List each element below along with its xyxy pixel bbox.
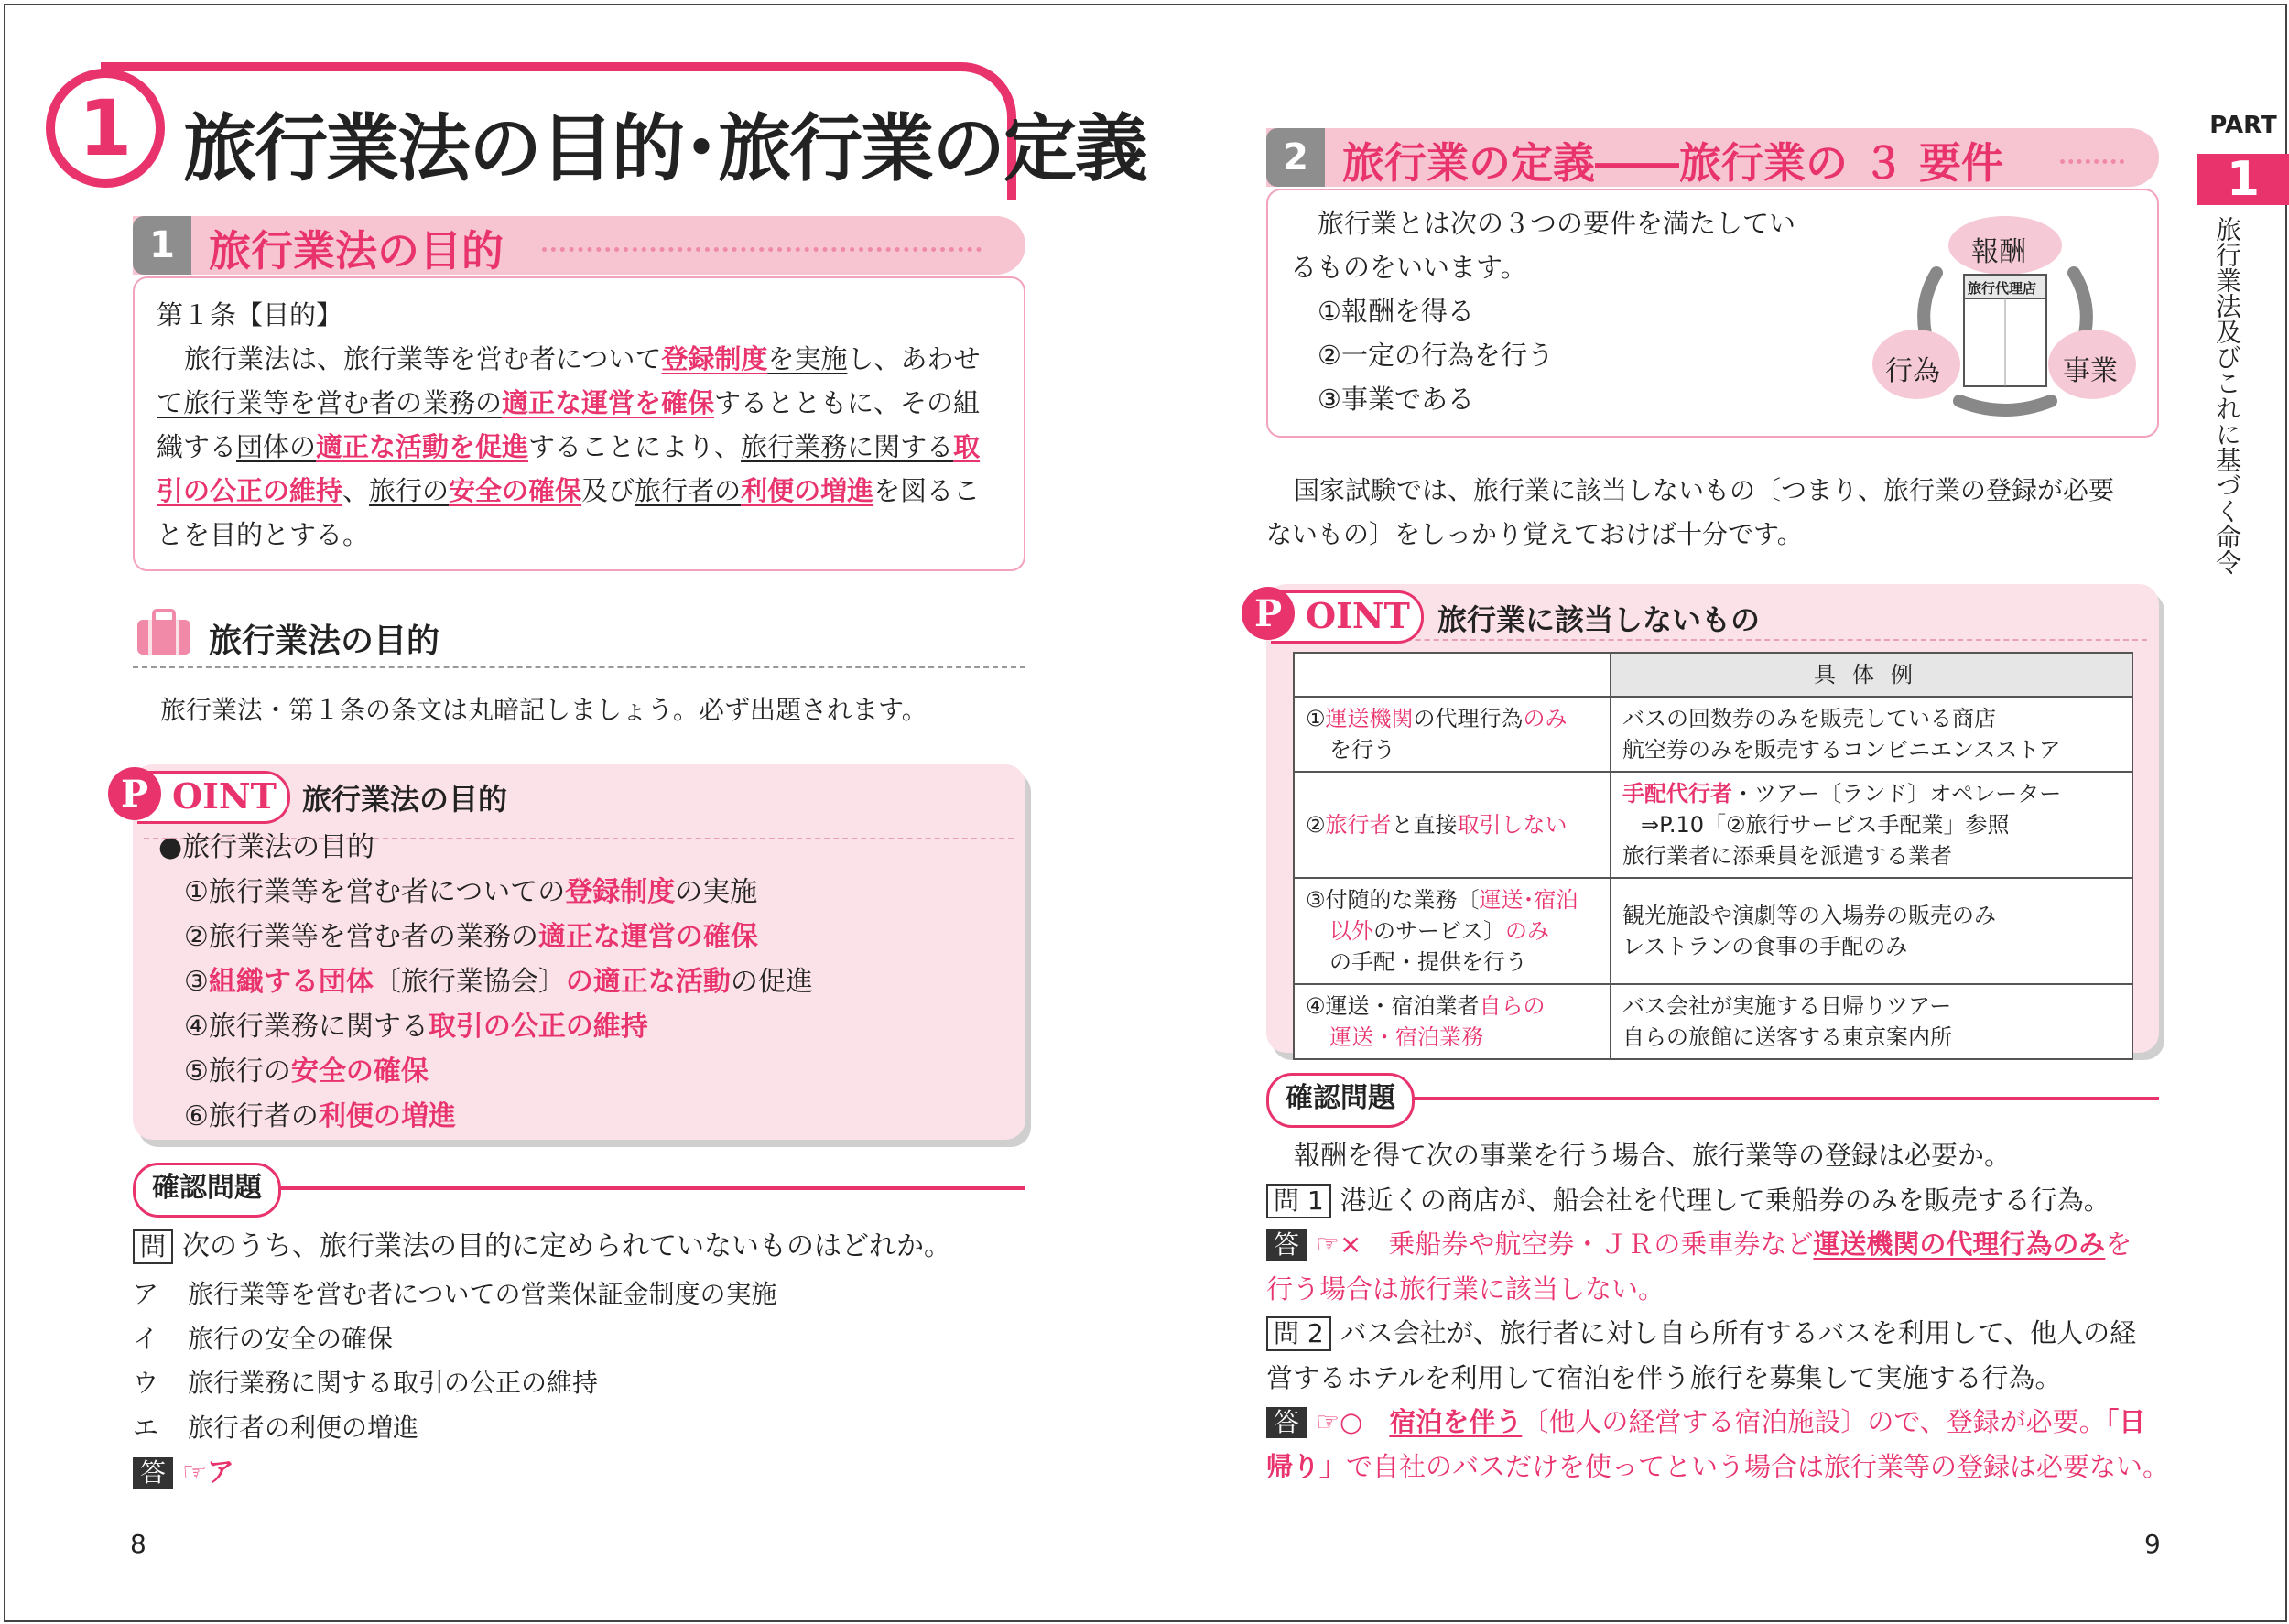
question-tag: 問 1	[1266, 1184, 1331, 1218]
point-item: ①旅行業等を営む者についての登録制度の実施	[184, 876, 758, 908]
table-cell: ②旅行者と直接取引しない	[1294, 772, 1611, 878]
table-cell: バス会社が実施する日帰りツアー 自らの旅館に送客する東京案内所	[1611, 984, 2132, 1059]
req-item: ②一定の行為を行う	[1318, 340, 1554, 371]
illus-label-right: 事業	[2063, 355, 2118, 387]
chapter-number: 1	[46, 69, 165, 188]
point-label-oint: OINT	[137, 771, 290, 824]
point-bullet: ●旅行業法の目的	[158, 831, 375, 863]
article-line: 旅行業法は、旅行業等を営む者について登録制度を実施し、あわせ	[184, 343, 981, 374]
quiz-q2-line: 営するホテルを利用して宿泊を伴う旅行を募集して実施する行為。	[1266, 1361, 2062, 1393]
option: イ 旅行の安全の確保	[133, 1323, 394, 1354]
chapter-title: 旅行業法の目的･旅行業の定義	[183, 106, 1146, 191]
point-p-icon: P	[108, 767, 161, 820]
table-cell: ④運送・宿泊業者自らの 運送・宿泊業務	[1294, 984, 1611, 1059]
side-part-label: PART	[2209, 112, 2277, 139]
article-line: とを目的とする。	[157, 519, 370, 550]
article-line: て旅行業等を営む者の業務の適正な運営を確保するとともに、その組	[157, 387, 981, 418]
article-line: 引の公正の維持、旅行の安全の確保及び旅行者の利便の増進を図るこ	[157, 475, 981, 506]
table-row	[1294, 772, 2132, 878]
table-header: 具体例	[1611, 653, 2132, 697]
exam-text	[1266, 469, 2114, 557]
table-cell: ③付随的な業務〔運送･宿泊 以外のサービス〕のみ の手配・提供を行う	[1294, 878, 1611, 984]
page-number: 9	[2144, 1529, 2161, 1559]
section-number: 1	[133, 216, 191, 275]
exam-line: 国家試験では、旅行業に該当しないもの〔つまり、旅行業の登録が必要	[1294, 475, 2115, 505]
illus-label-left: 行為	[1885, 355, 1940, 387]
point-list	[158, 825, 813, 1139]
quiz-line	[275, 1186, 1025, 1190]
table-cell: ①運送機関の代理行為のみ を行う	[1294, 697, 1611, 772]
table-cell: バスの回数券のみを販売している商店 航空券のみを販売するコンビニエンスストア	[1611, 697, 2132, 772]
point-label-oint: OINT	[1271, 590, 1424, 644]
quiz-options	[133, 1272, 776, 1450]
table-row	[1294, 697, 2132, 772]
req-item: ①報酬を得る	[1318, 296, 1474, 327]
quiz-line	[1410, 1097, 2159, 1100]
question-tag: 問	[133, 1229, 173, 1264]
examples-table	[1293, 652, 2133, 1060]
sub-text: 旅行業法・第１条の条文は丸暗記しましょう。必ず出題されます。	[160, 695, 928, 725]
quiz-label: 確認問題	[1266, 1073, 1415, 1128]
quiz-intro: 報酬を得て次の事業を行う場合、旅行業等の登録は必要か。	[1294, 1140, 2012, 1171]
article-line: 織する団体の適正な活動を促進することにより、旅行業務に関する取	[157, 431, 981, 462]
option: エ 旅行者の利便の増進	[133, 1412, 419, 1443]
page-number: 8	[130, 1529, 146, 1559]
quiz-label: 確認問題	[133, 1163, 281, 1218]
quiz-q1: 問 1 港近くの商店が、船会社を代理して乗船券のみを販売する行為。	[1266, 1178, 2173, 1223]
point-p-icon: P	[1242, 587, 1295, 640]
article-text	[157, 293, 1017, 557]
table-row	[1294, 984, 2132, 1059]
section-dots	[2060, 159, 2124, 164]
section-dots	[542, 247, 982, 252]
point-label: 旅行業に該当しないもの	[1437, 602, 1761, 637]
side-vertical-title: 旅行業法及びこれに基づく命令	[2212, 216, 2242, 575]
req-line: るものをいいます。	[1290, 252, 1527, 283]
article-heading: 第１条【目的】	[157, 299, 343, 330]
point-item: ②旅行業等を営む者の業務の適正な運営の確保	[184, 921, 758, 953]
quiz-answer	[133, 1449, 234, 1489]
option: ウ 旅行業務に関する取引の公正の維持	[133, 1368, 599, 1398]
table-header-row	[1294, 653, 2132, 697]
answer-text: ☞ア	[182, 1456, 234, 1489]
illus-label-top: 報酬	[1971, 236, 2026, 268]
divider	[133, 666, 1025, 668]
point-label: 旅行業法の目的	[302, 782, 508, 817]
requirements-box	[1266, 189, 2159, 438]
section-title: 旅行業法の目的	[209, 226, 504, 276]
point-item: ⑤旅行の安全の確保	[184, 1056, 429, 1088]
suitcase-icon	[136, 609, 192, 656]
req-line: 旅行業とは次の３つの要件を満たしてい	[1318, 208, 1796, 239]
side-part-number: 1	[2197, 154, 2289, 205]
req-item: ③事業である	[1318, 384, 1474, 415]
requirements-text	[1290, 201, 1795, 421]
question-tag: 問 2	[1266, 1316, 1331, 1351]
section-title: 旅行業の定義――旅行業の ３ 要件	[1342, 138, 2004, 188]
answer-tag: 答	[1266, 1229, 1307, 1261]
option: ア 旅行業等を営む者についての営業保証金制度の実施	[133, 1279, 777, 1309]
quiz-a1: 答 ☞× 乗船券や航空券・ＪＲの乗車券など運送機関の代理行為のみを	[1266, 1222, 2173, 1267]
exam-line: ないもの〕をしっかり覚えておけば十分です。	[1266, 519, 1803, 549]
illus-label-center: 旅行代理店	[1968, 280, 2037, 297]
section-number: 2	[1266, 128, 1325, 187]
point-item: ⑥旅行者の利便の増進	[184, 1100, 456, 1132]
quiz-q2: 問 2 バス会社が、旅行者に対し自ら所有するバスを利用して、他人の経	[1266, 1311, 2173, 1356]
question-text: 次のうち、旅行業法の目的に定められていないものはどれか。	[182, 1230, 952, 1262]
point-item: ④旅行業務に関する取引の公正の維持	[184, 1011, 648, 1043]
table-header-empty	[1294, 653, 1611, 697]
quiz-body	[1266, 1133, 2173, 1489]
point-item: ③組織する団体〔旅行業協会〕の適正な活動の促進	[184, 966, 813, 998]
sub-heading: 旅行業法の目的	[209, 623, 440, 660]
quiz-a2: 答 ☞○ 宿泊を伴う〔他人の経営する宿泊施設〕ので、登録が必要。「日	[1266, 1400, 2173, 1445]
requirements-illustration	[1872, 209, 2138, 424]
table-row	[1294, 878, 2132, 984]
article-box	[133, 276, 1025, 571]
answer-tag: 答	[1266, 1407, 1307, 1438]
quiz-question	[133, 1229, 951, 1265]
table-cell: 手配代行者・ツアー〔ランド〕オペレーター ⇒P.10「②旅行サービス手配業」参照 旅行業者に添乗員を派遣する業者	[1611, 772, 2132, 878]
quiz-a2-line: 帰り」で自社のバスだけを使ってという場合は旅行業等の登録は必要ない。	[1266, 1450, 2170, 1482]
quiz-a1-line: 行う場合は旅行業に該当しない。	[1266, 1272, 1665, 1305]
table-cell: 観光施設や演劇等の入場券の販売のみ レストランの食事の手配のみ	[1611, 878, 2132, 984]
answer-tag: 答	[133, 1457, 173, 1489]
